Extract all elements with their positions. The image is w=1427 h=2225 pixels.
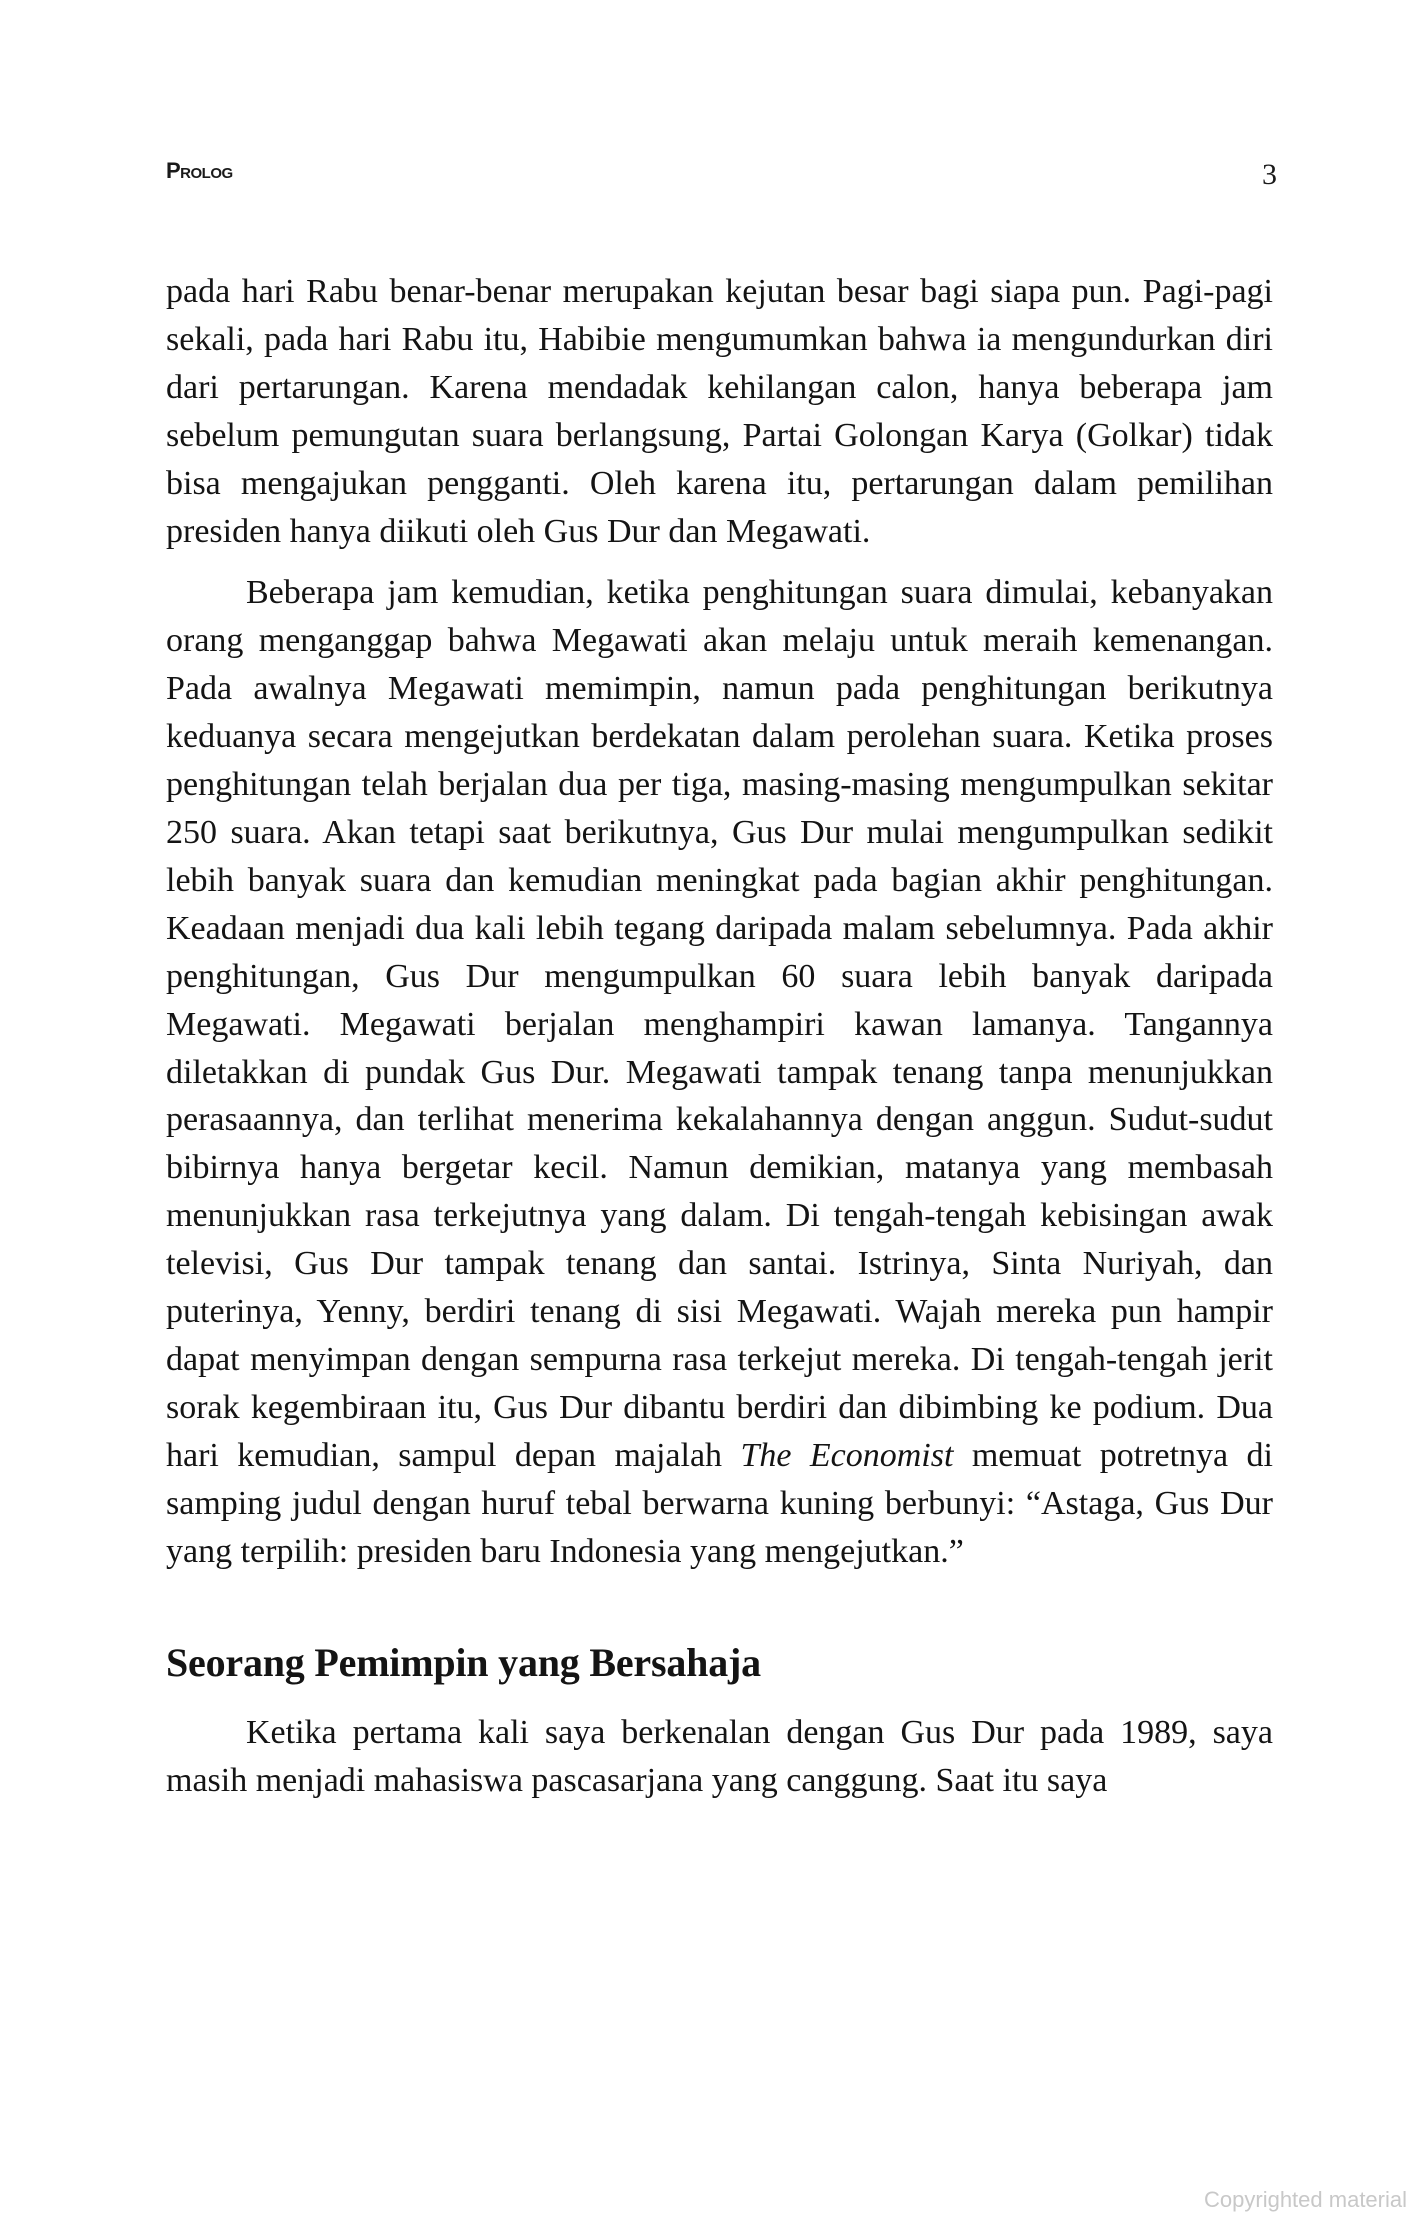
running-head-title: Prolog <box>166 158 233 183</box>
paragraph-continuation: pada hari Rabu benar-benar merupakan kejutan besar bagi siapa pun. Pagi-pagi sekali, pada hari Rabu itu, Habibie mengumumkan bahwa ia mengundurkan diri dari pertarungan. Karena mendadak kehilangan calon, hanya beberapa jam sebelum pemungutan suara berlangsung, Partai Golongan Karya (Golkar) tidak bisa mengajukan pengganti. Oleh karena itu, pertarungan dalam pemilihan presiden hanya diikuti oleh Gus Dur dan Megawati. <box>166 273 1273 550</box>
paragraph-text: Beberapa jam kemudian, ketika penghitungan suara dimulai, kebanyakan orang menganggap bahwa Megawati akan melaju untuk meraih kemenangan. Pada awalnya Megawati memimpin, namun pada penghitungan berikutnya keduanya secara mengejutkan berdekatan dalam perolehan suara. Ketika proses penghitungan telah berjalan dua per tiga, masing-masing mengumpulkan sekitar 250 suara. Akan tetapi saat berikutnya, Gus Dur mulai mengumpulkan sedikit lebih banyak suara dan kemudian meningkat pada bagian akhir penghitungan. Keadaan menjadi dua kali lebih tegang daripada malam sebelumnya. Pada akhir penghitungan, Gus Dur mengumpulkan 60 suara lebih banyak daripada Megawati. Megawati berjalan menghampiri kawan lamanya. Tangannya diletakkan di pundak Gus Dur. Megawati tampak tenang tanpa menunjukkan perasaannya, dan terlihat menerima kekalahannya dengan anggun. Sudut-sudut bibirnya hanya bergetar kecil. Namun demikian, matanya yang membasah menunjukkan rasa terkejutnya yang dalam. Di tengah-tengah kebisingan awak televisi, Gus Dur tampak tenang dan santai. Istrinya, Sinta Nuriyah, dan puterinya, Yenny, berdiri tenang di sisi Megawati. Wajah mereka pun hampir dapat menyimpan dengan sempurna rasa terkejut mereka. Di tengah-tengah jerit sorak kegembiraan itu, Gus Dur dibantu berdiri dan dibimbing ke podium. Dua hari kemudian, sampul depan majalah <box>166 574 1273 1474</box>
body-text <box>166 268 1273 1805</box>
paragraph-first-meeting: Ketika pertama kali saya berkenalan dengan Gus Dur pada 1989, saya masih menjadi mahasiswa pascasarjana yang canggung. Saat itu saya <box>166 1714 1273 1800</box>
section-heading: Seorang Pemimpin yang Bersahaja <box>166 1640 761 1686</box>
paragraph-vote-count <box>166 569 1273 1575</box>
copyright-watermark: Copyrighted material <box>1204 2187 1407 2212</box>
magazine-title: The Economist <box>740 1436 954 1474</box>
paragraph-text-end: memuat potretnya di samping judul dengan huruf tebal berwarna kuning berbunyi: “Astaga, Gus Dur yang terpilih: presiden baru Indonesia yang mengejutkan.” <box>166 1436 1273 1570</box>
page-number: 3 <box>1262 158 1277 191</box>
